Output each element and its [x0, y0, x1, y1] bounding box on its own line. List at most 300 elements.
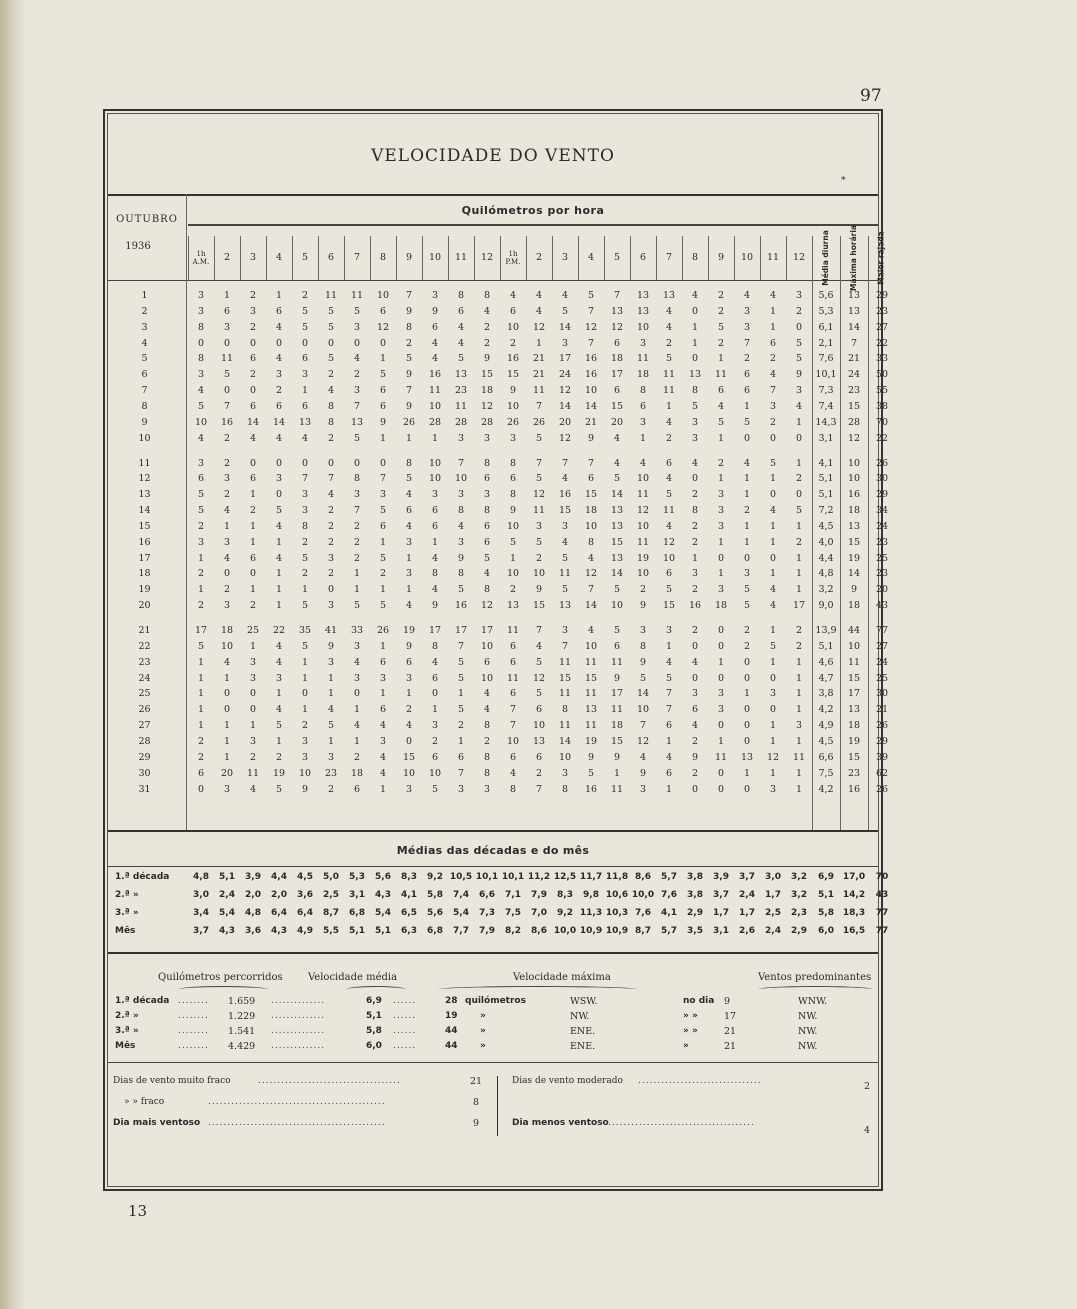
hour-value: 1	[639, 432, 647, 444]
hour-value: 19	[402, 625, 416, 636]
means-value: 3,7	[713, 890, 729, 900]
hour-value: 0	[249, 457, 257, 469]
hour-value: 17	[194, 625, 208, 636]
hour-value: 1	[197, 688, 205, 700]
hour-value: 3	[535, 520, 543, 532]
means-daily-mean: 6,0	[818, 926, 834, 936]
hour-value: 2	[249, 369, 257, 381]
hour-value: 4	[379, 720, 387, 732]
hour-column-divider	[630, 236, 631, 280]
daily-mean: 5,1	[818, 473, 834, 485]
means-value: 10,9	[579, 926, 603, 936]
means-value: 6,3	[401, 926, 417, 936]
leader-dots: ......	[393, 1026, 417, 1036]
moderado-label: Dias de vento moderado	[512, 1076, 623, 1086]
means-value: 8,3	[557, 890, 573, 900]
hour-value: 5	[275, 505, 283, 517]
hour-value: 6	[249, 473, 257, 485]
daily-mean: 4,5	[818, 735, 834, 747]
hour-value: 4	[639, 751, 647, 763]
hour-value: 3	[197, 457, 205, 469]
hour-value: 7	[639, 720, 647, 732]
hour-value: 3	[275, 672, 283, 684]
hour-value: 4	[613, 457, 621, 469]
hour-value: 11	[506, 672, 520, 684]
hour-value: 5	[483, 552, 491, 564]
hour-value: 4	[665, 520, 673, 532]
means-value: 6,4	[297, 908, 313, 918]
hour-value: 4	[197, 432, 205, 444]
hour-value: 7	[405, 290, 413, 301]
hour-value: 13	[454, 369, 468, 381]
hour-value: 6	[483, 656, 491, 668]
hour-value: 15	[610, 735, 624, 747]
hour-value: 10	[428, 767, 442, 779]
hour-value: 4	[561, 290, 569, 301]
hour-value: 0	[691, 640, 699, 652]
hourly-max: 15	[847, 400, 861, 412]
hour-value: 0	[769, 432, 777, 444]
means-value: 11,3	[579, 908, 603, 918]
hour-value: 5	[457, 672, 465, 684]
daily-mean: 5,1	[818, 640, 834, 652]
hour-value: 18	[610, 353, 624, 365]
hour-header-21: 10	[740, 252, 754, 263]
daily-mean: 4,2	[818, 704, 834, 716]
daily-mean: 3,8	[818, 688, 834, 700]
hour-value: 3	[353, 321, 361, 333]
hour-value: 3	[405, 783, 413, 795]
hour-value: 11	[792, 751, 806, 763]
hour-column-divider	[734, 236, 735, 280]
hour-value: 3	[717, 688, 725, 700]
hour-value: 4	[483, 568, 491, 580]
summary-header-1: Velocidade média	[308, 972, 398, 983]
table-row	[108, 720, 889, 734]
hour-value: 1	[717, 353, 725, 365]
hour-column-divider	[214, 236, 215, 280]
day-number: 11	[138, 457, 151, 469]
hour-value: 6	[509, 656, 517, 668]
hour-value: 1	[275, 568, 283, 580]
hour-value: 2	[353, 520, 361, 532]
daily-mean: 5,3	[818, 305, 834, 317]
hour-value: 4	[769, 600, 777, 612]
summary-header-0: Quilómetros percorridos	[158, 972, 283, 983]
hour-value: 6	[431, 751, 439, 763]
hour-value: 2	[197, 735, 205, 747]
hour-value: 3	[301, 369, 309, 381]
hour-value: 6	[379, 400, 387, 412]
hour-value: 2	[717, 457, 725, 469]
hour-value: 3	[665, 625, 673, 636]
means-value: 5,5	[323, 926, 339, 936]
hour-value: 1	[743, 520, 751, 532]
max-gust: 22	[875, 337, 889, 349]
hour-value: 7	[535, 783, 543, 795]
hourly-max: 13	[847, 520, 861, 532]
hour-value: 1	[613, 767, 621, 779]
average-speed: 5,8	[366, 1026, 382, 1036]
stat-header-label: Média diurna	[821, 230, 831, 286]
hour-value: 9	[587, 432, 595, 444]
hour-value: 11	[324, 290, 338, 301]
max-speed-day-label: no dia	[683, 996, 715, 1006]
max-speed-day: 9	[724, 996, 731, 1007]
means-value: 11,2	[527, 872, 551, 882]
hour-value: 0	[743, 704, 751, 716]
hour-value: 7	[587, 584, 595, 596]
hour-value: 2	[769, 416, 777, 428]
table-row	[108, 520, 889, 535]
hour-value: 24	[558, 369, 572, 381]
hour-value: 5	[327, 720, 335, 732]
hour-value: 5	[639, 672, 647, 684]
hour-value: 5	[457, 353, 465, 365]
means-value: 5,1	[349, 926, 365, 936]
means-value: 3,6	[245, 926, 261, 936]
hour-value: 15	[480, 369, 494, 381]
hour-value: 5	[197, 505, 205, 517]
hour-header-4: 5	[301, 252, 309, 263]
hour-value: 1	[223, 672, 231, 684]
daily-mean: 7,2	[818, 505, 834, 517]
hour-value: 0	[223, 688, 231, 700]
hour-value: 5	[717, 416, 725, 428]
hour-value: 2	[665, 337, 673, 349]
hourly-max: 21	[847, 353, 861, 365]
hour-value: 6	[483, 536, 491, 548]
day-number: 14	[138, 505, 151, 517]
hour-value: 4	[483, 688, 491, 700]
means-value: 3,8	[687, 872, 703, 882]
means-daily-mean: 5,1	[818, 890, 834, 900]
hour-value: 6	[405, 656, 413, 668]
hour-column-divider	[240, 236, 241, 280]
hourly-max: 19	[847, 735, 861, 747]
hour-value: 15	[584, 672, 598, 684]
max-gust: 50	[875, 369, 889, 381]
leader-dots: ......	[393, 1041, 417, 1051]
summary-row-label: 1.ª década	[115, 996, 170, 1006]
hour-value: 11	[662, 369, 676, 381]
mais-ventoso-label: Dia mais ventoso	[113, 1118, 201, 1128]
hour-value: 0	[717, 640, 725, 652]
hour-value: 11	[714, 751, 728, 763]
hour-value: 5	[665, 489, 673, 501]
hourly-max: 15	[847, 672, 861, 684]
hourly-max: 14	[847, 568, 861, 580]
hour-value: 10	[402, 767, 416, 779]
hour-value: 6	[509, 688, 517, 700]
hourly-max: 18	[847, 720, 861, 732]
table-row	[108, 735, 889, 750]
leader-dots: ........	[178, 1011, 209, 1021]
hour-value: 15	[662, 600, 676, 612]
hour-value: 3	[561, 337, 569, 349]
hour-value: 3	[301, 505, 309, 517]
hour-value: 5	[457, 704, 465, 716]
hour-value: 4	[769, 369, 777, 381]
hour-header-6: 7	[353, 252, 361, 263]
summary-header-brace	[758, 986, 873, 993]
hour-value: 1	[249, 720, 257, 732]
means-row-label: 1.ª década	[115, 872, 170, 882]
hour-value: 1	[223, 735, 231, 747]
hour-value: 5	[613, 473, 621, 485]
hour-value: 9	[795, 369, 803, 381]
hour-value: 2	[327, 505, 335, 517]
hour-value: 10	[584, 640, 598, 652]
hour-value: 18	[714, 600, 728, 612]
hour-value: 2	[301, 568, 309, 580]
hour-value: 11	[662, 505, 676, 517]
hour-value: 6	[717, 385, 725, 397]
hour-header-value: 1h	[196, 250, 206, 258]
means-value: 4,8	[193, 872, 209, 882]
hour-value: 5	[613, 625, 621, 636]
means-value: 5,6	[375, 872, 391, 882]
hour-value: 3	[639, 337, 647, 349]
hour-value: 11	[636, 489, 650, 501]
hour-value: 3	[275, 473, 283, 485]
hour-column-divider	[526, 236, 527, 280]
hour-value: 9	[639, 767, 647, 779]
hour-value: 8	[639, 640, 647, 652]
max-speed-unit: quilómetros	[465, 996, 526, 1006]
hour-value: 7	[587, 337, 595, 349]
hour-value: 4	[353, 720, 361, 732]
hour-value: 15	[610, 400, 624, 412]
day-number: 23	[138, 656, 151, 668]
hour-value: 5	[223, 369, 231, 381]
hour-value: 4	[769, 505, 777, 517]
hourly-max: 13	[847, 305, 861, 317]
hour-value: 1	[197, 704, 205, 716]
hour-value: 3	[223, 473, 231, 485]
hour-value: 4	[275, 704, 283, 716]
means-value: 4,5	[297, 872, 313, 882]
hour-value: 8	[691, 505, 699, 517]
hour-value: 4	[509, 290, 517, 301]
hour-value: 11	[506, 625, 520, 636]
hour-column-divider	[188, 236, 189, 280]
hour-value: 8	[457, 290, 465, 301]
hour-header-14: 3	[561, 252, 569, 263]
hour-value: 0	[249, 688, 257, 700]
hour-value: 1	[379, 783, 387, 795]
daily-mean: 4,1	[818, 457, 834, 469]
hour-value: 5	[613, 584, 621, 596]
hour-value: 3	[327, 552, 335, 564]
hour-value: 8	[483, 290, 491, 301]
hour-value: 2	[795, 536, 803, 548]
hour-value: 0	[743, 432, 751, 444]
hour-value: 0	[743, 672, 751, 684]
hour-value: 4	[587, 625, 595, 636]
hour-value: 12	[636, 505, 650, 517]
table-row	[108, 337, 889, 352]
table-row	[108, 385, 889, 399]
hour-header-8: 9	[405, 252, 413, 263]
hour-value: 1	[795, 767, 803, 779]
hour-value: 4	[457, 520, 465, 532]
means-value: 5,7	[661, 926, 677, 936]
means-value: 5,8	[427, 890, 443, 900]
means-value: 11,8	[605, 872, 629, 882]
hour-value: 10	[506, 400, 520, 412]
hour-value: 2	[795, 473, 803, 485]
hour-value: 3	[509, 432, 517, 444]
max-speed-direction: NW.	[570, 1011, 590, 1022]
means-value: 3,7	[193, 926, 209, 936]
means-hourly-max: 14,2	[842, 890, 866, 900]
means-value: 4,1	[661, 908, 677, 918]
hour-value: 6	[613, 337, 621, 349]
hour-value: 7	[301, 473, 309, 485]
hour-value: 13	[688, 369, 702, 381]
hour-value: 0	[223, 385, 231, 397]
column-header-rule	[108, 280, 878, 281]
hourly-max: 23	[847, 385, 861, 397]
hour-value: 8	[509, 783, 517, 795]
leader-dots: .....................................	[258, 1076, 401, 1086]
hour-value: 1	[249, 536, 257, 548]
hour-value: 8	[327, 416, 335, 428]
hour-value: 1	[197, 584, 205, 596]
hour-value: 6	[379, 656, 387, 668]
hour-value: 6	[509, 473, 517, 485]
menos-ventoso-label: Dia menos ventoso	[512, 1118, 609, 1128]
hour-value: 9	[613, 672, 621, 684]
hour-value: 4	[743, 457, 751, 469]
hour-value: 17	[428, 625, 442, 636]
hour-value: 4	[717, 400, 725, 412]
hour-value: 5	[197, 489, 205, 501]
hour-value: 0	[717, 783, 725, 795]
hour-value: 23	[324, 767, 338, 779]
hour-value: 2	[301, 536, 309, 548]
hour-value: 8	[353, 473, 361, 485]
hour-value: 13	[662, 290, 676, 301]
hour-value: 4	[639, 457, 647, 469]
hour-value: 0	[223, 704, 231, 716]
hour-value: 2	[353, 552, 361, 564]
means-value: 6,4	[271, 908, 287, 918]
table-frame-inner	[107, 113, 889, 1187]
hour-value: 1	[197, 656, 205, 668]
hour-value: 2	[639, 584, 647, 596]
hour-value: 0	[327, 337, 335, 349]
hour-value: 1	[769, 568, 777, 580]
hour-value: 10	[610, 600, 624, 612]
max-speed-unit: »	[480, 1011, 486, 1021]
hour-value: 5	[327, 321, 335, 333]
leader-dots: ..............................................	[208, 1118, 386, 1128]
hour-value: 1	[717, 656, 725, 668]
hour-value: 1	[769, 536, 777, 548]
hour-value: 3	[301, 751, 309, 763]
hour-value: 4	[509, 767, 517, 779]
table-frame	[103, 109, 889, 1191]
hour-value: 8	[691, 385, 699, 397]
means-value: 6,6	[479, 890, 495, 900]
hour-value: 0	[249, 704, 257, 716]
hour-value: 5	[795, 353, 803, 365]
table-row	[108, 321, 889, 336]
hour-value: 3	[223, 321, 231, 333]
hour-header-17: 6	[639, 252, 647, 263]
hour-value: 3	[379, 489, 387, 501]
hour-value: 2	[691, 536, 699, 548]
hour-header-period: A.M.	[192, 258, 210, 266]
max-speed-direction: WSW.	[570, 996, 598, 1007]
hour-value: 10	[220, 640, 234, 652]
hour-value: 2	[717, 305, 725, 317]
hour-column-divider	[708, 236, 709, 280]
hour-value: 18	[350, 767, 364, 779]
hour-value: 1	[509, 552, 517, 564]
day-number: 25	[138, 688, 151, 700]
means-value: 8,2	[505, 926, 521, 936]
hour-value: 2	[509, 584, 517, 596]
leader-dots: ..............	[271, 1011, 326, 1021]
max-gust: 70	[875, 416, 889, 428]
means-value: 12,5	[553, 872, 577, 882]
max-gust: 23	[875, 536, 889, 548]
hour-value: 9	[483, 353, 491, 365]
hour-value: 3	[769, 400, 777, 412]
hour-value: 15	[532, 600, 546, 612]
hour-value: 21	[584, 416, 598, 428]
hour-value: 6	[509, 305, 517, 317]
hour-value: 17	[454, 625, 468, 636]
hour-value: 4	[327, 385, 335, 397]
hour-value: 11	[532, 385, 546, 397]
hour-value: 3	[197, 305, 205, 317]
average-speed: 6,0	[366, 1041, 382, 1051]
means-hourly-max: 16,5	[842, 926, 866, 936]
hour-value: 6	[353, 783, 361, 795]
means-value: 6,8	[427, 926, 443, 936]
hour-value: 3	[431, 290, 439, 301]
hour-value: 1	[353, 735, 361, 747]
hour-value: 3	[197, 369, 205, 381]
hour-value: 4	[301, 432, 309, 444]
hour-value: 2	[223, 584, 231, 596]
hour-value: 13	[506, 600, 520, 612]
hour-value: 2	[795, 305, 803, 317]
hour-value: 4	[379, 767, 387, 779]
hour-value: 1	[769, 520, 777, 532]
hour-value: 15	[584, 489, 598, 501]
hour-value: 1	[405, 552, 413, 564]
hour-value: 2	[483, 337, 491, 349]
day-number: 15	[138, 520, 151, 532]
hour-value: 2	[249, 290, 257, 301]
means-hourly-max: 17,0	[842, 872, 866, 882]
book-spine	[0, 0, 26, 1309]
hour-value: 13	[610, 520, 624, 532]
hourly-max: 28	[847, 416, 861, 428]
hour-value: 3	[691, 432, 699, 444]
hour-value: 13	[298, 416, 312, 428]
daily-mean: 7,6	[818, 353, 834, 365]
hour-value: 1	[457, 688, 465, 700]
month-label: OUTUBRO	[116, 214, 178, 225]
daily-mean: 13,9	[815, 625, 837, 636]
means-value: 6,8	[349, 908, 365, 918]
